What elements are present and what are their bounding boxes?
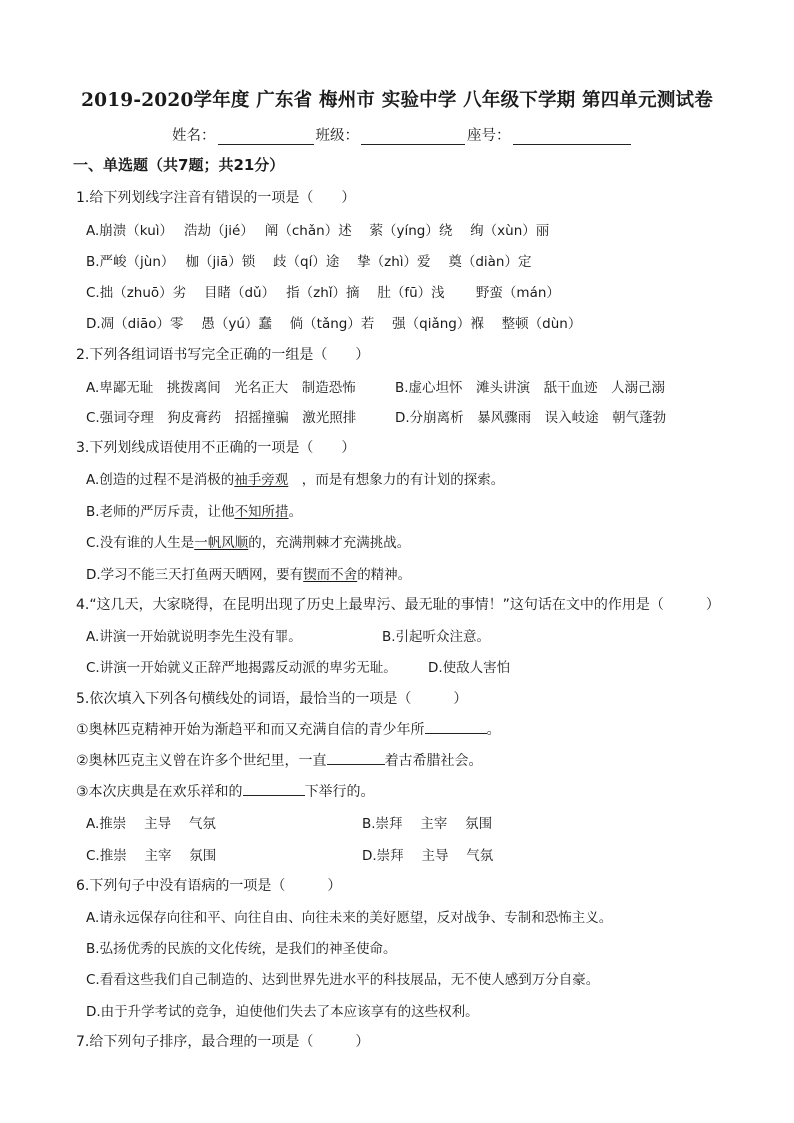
question-3-option-b-post: 。	[288, 504, 303, 520]
question-2-option-d: D.分崩离析 暴风骤雨 误入岐途 朝气蓬勃	[395, 410, 667, 426]
question-4-option-a: A.讲演一开始就说明李先生没有罪。	[86, 629, 302, 645]
question-2-stem: 2.下列各组词语书写完全正确的一组是（ ）	[76, 347, 370, 363]
question-5-option-d: D.崇拜 主导 气氛	[362, 848, 494, 864]
question-3-option-a-post: ，而是有想象力的有计划的探索。	[288, 472, 505, 488]
question-6-option-b: B.弘扬优秀的民族的文化传统，是我们的神圣使命。	[86, 941, 397, 957]
question-5-option-b: B.崇拜 主宰 氛围	[362, 816, 493, 832]
question-5-option-c: C.推崇 主宰 氛围	[86, 848, 217, 864]
question-4-option-d: D.使敌人害怕	[428, 660, 511, 676]
seat-label: 座号：	[467, 128, 511, 144]
name-label: 姓名：	[172, 128, 216, 144]
seat-blank[interactable]	[513, 129, 631, 145]
question-3-option-d-post: 的精神。	[357, 567, 412, 583]
question-1-option-b: B.严峻（jùn） 枷（jiā）锁 歧（qí）途 挚（zhì）爱 奠（diàn）定	[86, 254, 532, 270]
question-5-sentence-1-post: 。	[486, 722, 501, 738]
question-3-option-b	[86, 500, 302, 520]
question-5-sentence-2-post: 着古希腊社会。	[384, 753, 483, 769]
question-1-stem: 1.给下列划线字注音有错误的一项是（ ）	[76, 190, 356, 206]
question-3-option-c-pre: C.没有谁的人生是	[86, 535, 195, 551]
question-3-option-b-pre: B.老师的严厉斥责，让他	[86, 504, 235, 520]
question-2-option-c: C.强词夺理 狗皮膏药 招摇撞骗 激光照排	[86, 410, 357, 426]
question-3-option-d	[86, 563, 411, 583]
question-3-stem: 3.下列划线成语使用不正确的一项是（ ）	[76, 440, 356, 456]
question-3-option-a-underlined: 袖手旁观	[234, 472, 289, 488]
question-7-stem: 7.给下列句子排序，最合理的一项是（ ）	[76, 1034, 370, 1050]
question-6-option-d: D.由于升学考试的竞争，迫使他们失去了本应该享有的这些权利。	[86, 1004, 479, 1020]
question-1-option-d: D.凋（diāo）零 愚（yú）蠢 倘（tǎng）若 强（qiǎng）褓 整顿（dùn）	[86, 316, 582, 332]
question-3-option-d-underlined: 锲而不舍	[303, 567, 358, 583]
question-1-option-a: A.崩溃（kuì） 浩劫（jié） 阐（chǎn）述 萦（yíng）绕 绚（xùn）丽	[86, 223, 550, 239]
question-6-stem: 6.下列句子中没有语病的一项是（ ）	[76, 878, 342, 894]
question-3-option-a	[86, 468, 504, 488]
question-5-stem: 5.依次填入下列各句横线处的词语，最恰当的一项是（ ）	[76, 691, 468, 707]
question-5-sentence-3	[76, 781, 375, 801]
question-5-sentence-3-post: 下举行的。	[304, 784, 375, 800]
question-4-stem: 4.“这几天，大家晓得，在昆明出现了历史上最卑污、最无耻的事情！”这句话在文中的作用是（ ）	[76, 597, 720, 613]
question-5-option-a: A.推崇 主导 气氛	[86, 816, 216, 832]
exam-title: 2019-2020学年度 广东省 梅州市 实验中学 八年级下学期 第四单元测试卷	[81, 90, 713, 111]
class-blank[interactable]	[361, 129, 465, 145]
student-info-line	[172, 124, 633, 145]
question-5-sentence-3-pre: ③本次庆典是在欢乐祥和的	[76, 784, 243, 800]
question-5-blank-3[interactable]	[243, 782, 305, 796]
question-4-option-b: B.引起听众注意。	[382, 629, 491, 645]
question-5-sentence-2-pre: ②奥林匹克主义曾在许多个世纪里，一直	[76, 753, 327, 769]
name-blank[interactable]	[218, 129, 314, 145]
question-1-option-c: C.拙（zhuō）劣 目睹（dǔ） 指（zhǐ）摘 肚（fū）浅 野蛮（mán）	[86, 285, 560, 301]
question-3-option-c-underlined: 一帆风顺	[194, 535, 249, 551]
question-5-sentence-1	[76, 719, 501, 739]
question-4-option-c: C.讲演一开始就义正辞严地揭露反动派的卑劣无耻。	[86, 660, 397, 676]
question-6-option-c: C.看看这些我们自己制造的、达到世界先进水平的科技展品，无不使人感到万分自豪。	[86, 972, 600, 988]
question-5-sentence-1-pre: ①奥林匹克精神开始为渐趋平和而又充满自信的青少年所	[76, 722, 425, 738]
question-3-option-d-pre: D.学习不能三天打鱼两天晒网，要有	[86, 567, 304, 583]
class-label: 班级：	[315, 128, 359, 144]
question-3-option-c	[86, 531, 410, 551]
question-6-option-a: A.请永远保存向往和平、向往自由、向往未来的美好愿望，反对战争、专制和恐怖主义。	[86, 910, 613, 926]
question-3-option-a-pre: A.创造的过程不是消极的	[86, 472, 235, 488]
question-2-option-b: B.虚心坦怀 滩头讲演 舐干血迹 人溺己溺	[395, 380, 666, 396]
question-3-option-c-post: 的，充满荆棘才充满挑战。	[248, 535, 411, 551]
section-heading: 一、单选题（共7题；共21分）	[73, 156, 285, 174]
question-5-blank-1[interactable]	[425, 720, 487, 734]
question-5-blank-2[interactable]	[327, 751, 385, 765]
question-2-option-a: A.卑鄙无耻 挑拨离间 光名正大 制造恐怖	[86, 380, 356, 396]
question-5-sentence-2	[76, 750, 483, 770]
question-3-option-b-underlined: 不知所措	[234, 504, 289, 520]
